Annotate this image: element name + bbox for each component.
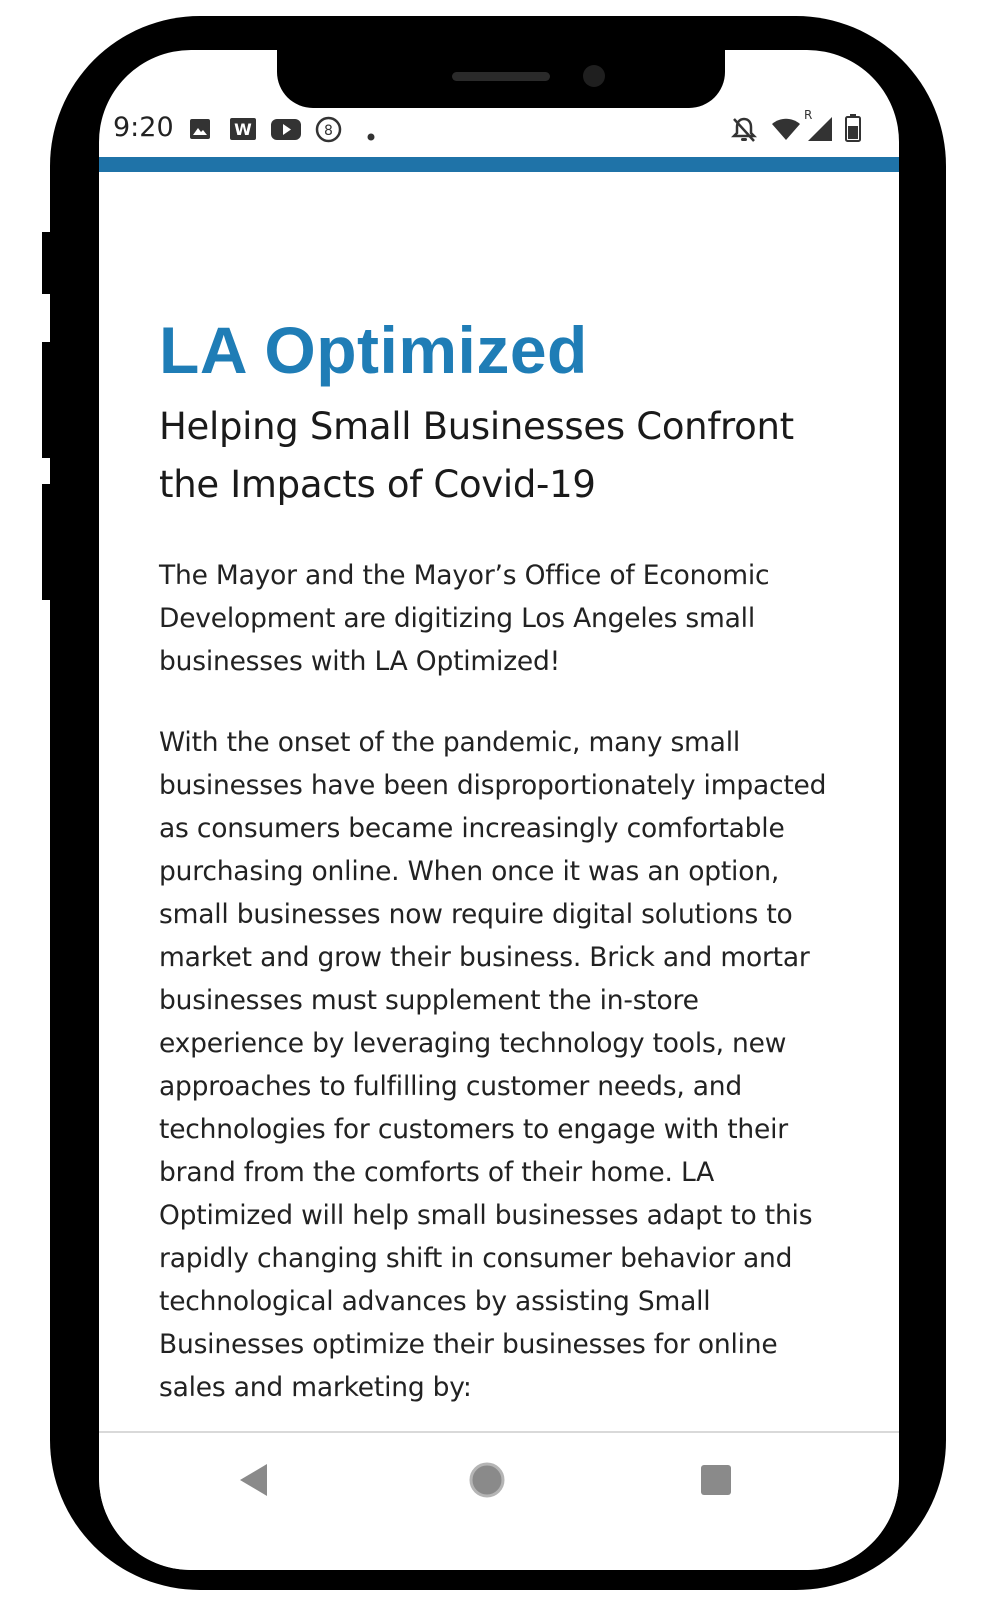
phone-screen: [99, 50, 899, 1570]
svg-text:8: 8: [324, 123, 333, 139]
roaming-label: R: [804, 108, 813, 122]
front-camera: [583, 65, 605, 87]
side-button-left-middle: [42, 342, 52, 458]
dot-icon: [367, 126, 375, 145]
battery-icon: [845, 114, 861, 146]
page-subtitle: Helping Small Businesses Confront the Impacts of Covid-19: [159, 405, 794, 506]
side-button-right: [912, 382, 922, 562]
wifi-icon: [771, 116, 801, 146]
header-accent-bar: [99, 157, 899, 172]
status-time: 9:20: [113, 112, 174, 143]
cell-signal-icon: [807, 116, 833, 146]
status-bar: [99, 108, 899, 156]
intro-paragraph: The Mayor and the Mayor’s Office of Economic Development are digitizing Los Angeles small businesses with LA Optimized!: [159, 560, 770, 677]
svg-text:W: W: [234, 120, 252, 139]
notch: [277, 50, 725, 108]
youtube-icon: [271, 119, 301, 144]
navigation-bar: [99, 1431, 899, 1570]
side-button-left-bottom: [42, 484, 52, 600]
page-title: LA Optimized: [159, 313, 588, 387]
speaker: [452, 72, 550, 81]
back-icon[interactable]: [239, 1463, 269, 1501]
image-icon: [189, 118, 211, 144]
w-app-icon: [230, 118, 256, 144]
notifications-off-icon: [731, 116, 757, 148]
recents-icon[interactable]: [700, 1464, 732, 1500]
page-content: [159, 312, 839, 1409]
body-paragraph: With the onset of the pandemic, many small businesses have been disproportionately impacted as consumers became increasingly comfortable purchasing online. When once it was an option, small businesses now require digital solutions to market and grow their business. Brick and mortar businesses must supplement the in-store experience by leveraging technology tools, new approaches to fulfilling customer needs, and technologies for customers to engage with their brand from the comforts of their home. LA Optimized will help small businesses adapt to this rapidly changing shift in consumer behavior and technological advances by assisting Small Businesses optimize their businesses for online sales and marketing by:: [159, 727, 827, 1403]
number-8-icon: [315, 116, 342, 147]
side-button-left-top: [42, 232, 52, 294]
home-icon[interactable]: [468, 1461, 506, 1503]
